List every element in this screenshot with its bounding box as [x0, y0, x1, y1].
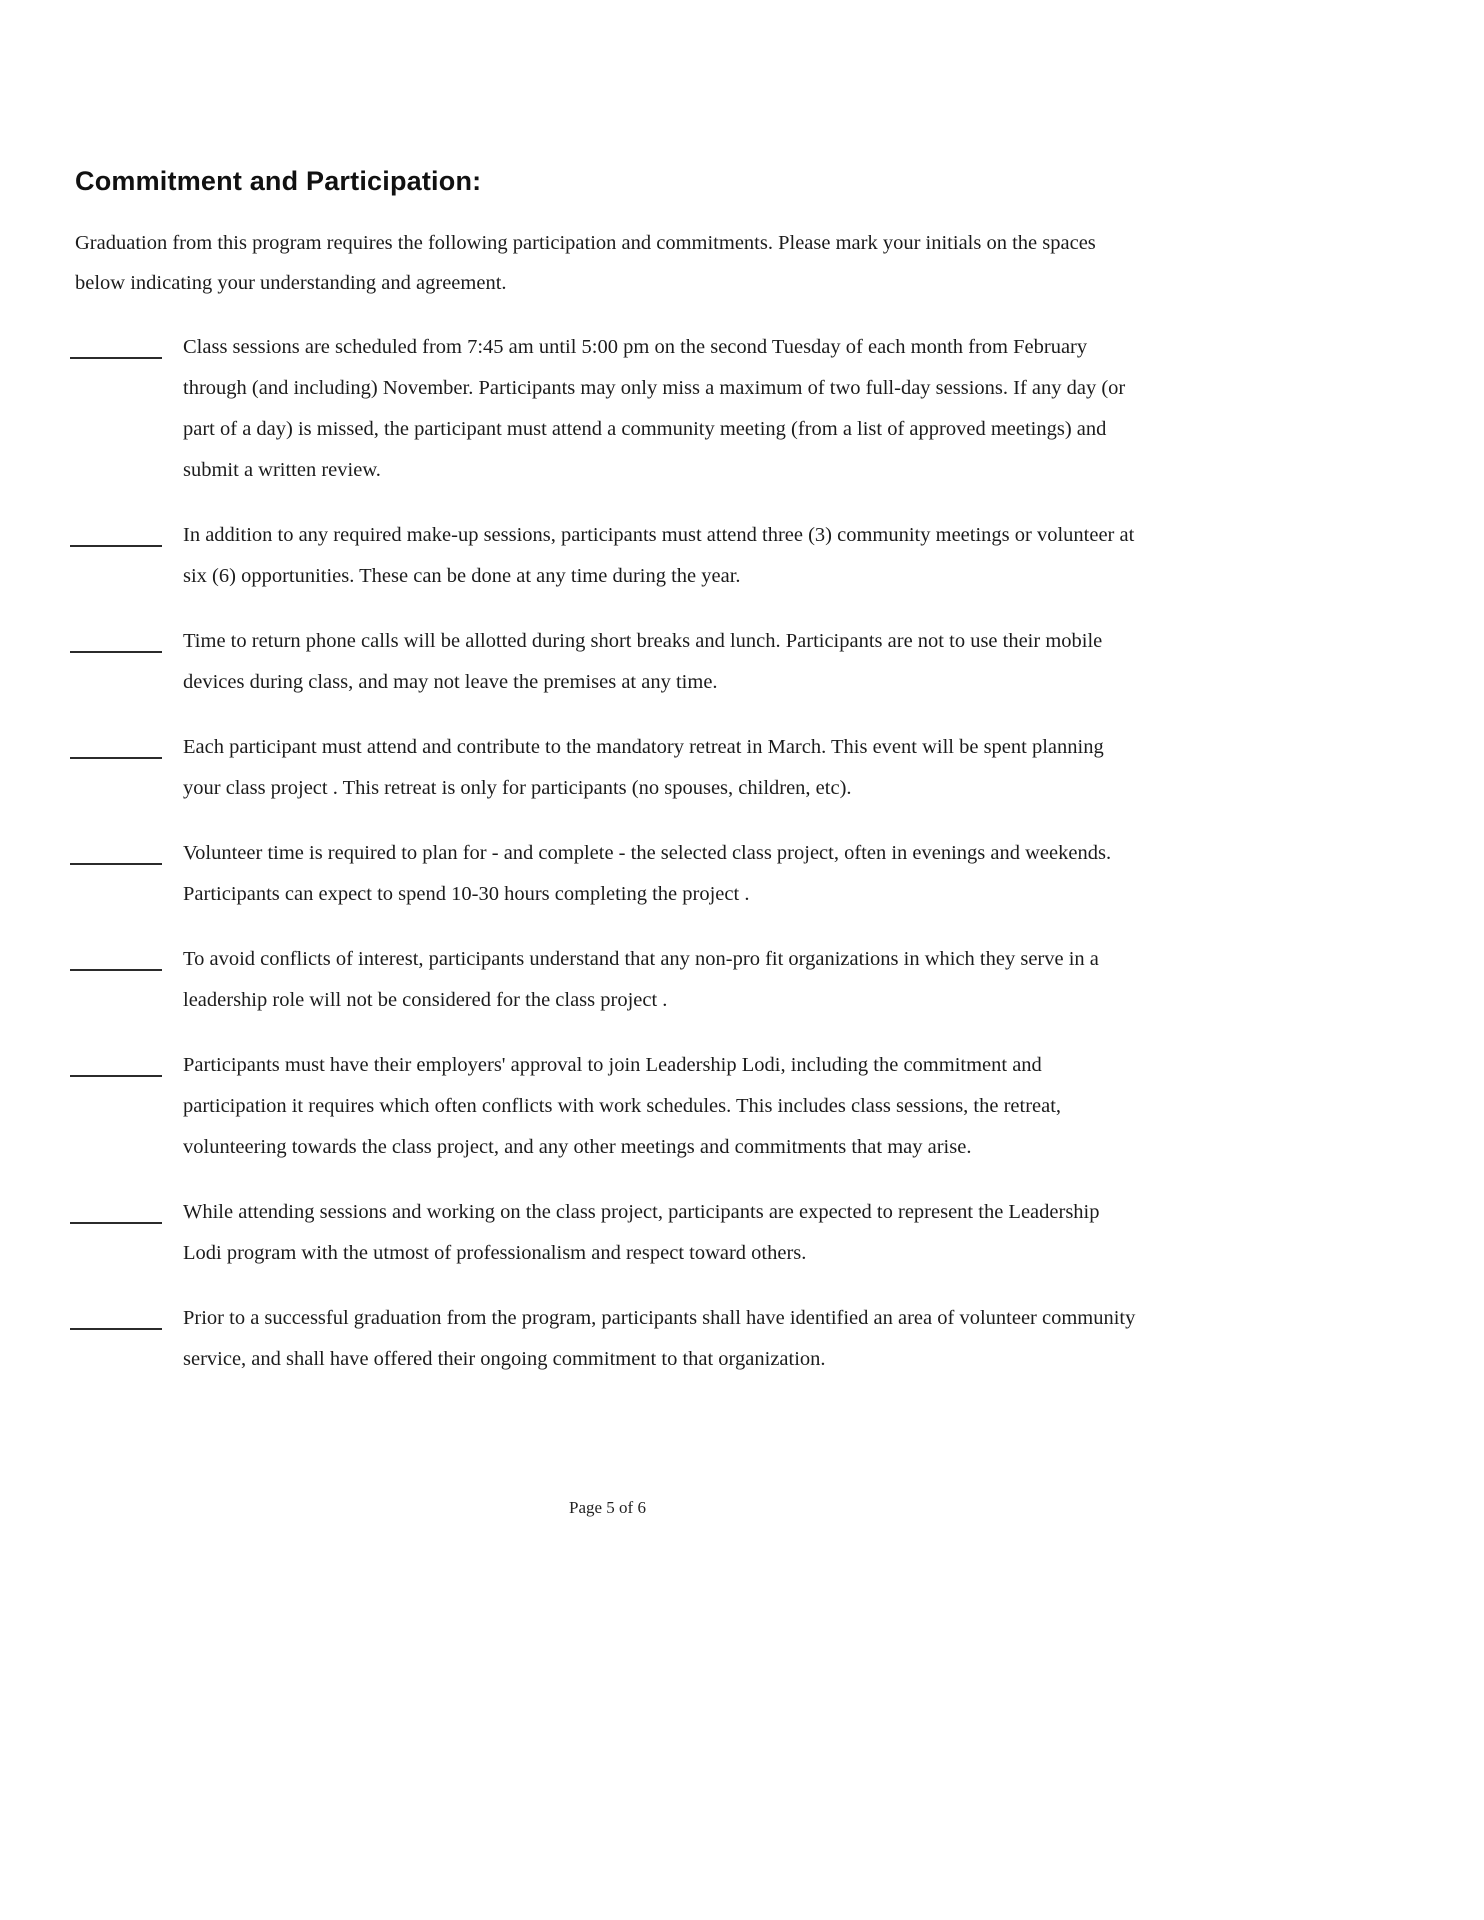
- page-title: Commitment and Participation:: [75, 166, 482, 196]
- intro-paragraph: Graduation from this program requires the following participation and commitments. Please mark your initials on the spaces below indicating your understanding and agreement.: [75, 232, 1096, 294]
- commitment-item: [75, 621, 1140, 703]
- commitment-item: [75, 1298, 1140, 1380]
- initials-blank-line: [70, 863, 162, 865]
- initials-blank-line: [70, 969, 162, 971]
- initials-blank-line: [70, 1328, 162, 1330]
- initials-blank-line: [70, 757, 162, 759]
- commitment-text: Time to return phone calls will be allotted during short breaks and lunch. Participants are not to use their mobile devices during class, and may not leave the premises at any time.: [183, 630, 1103, 693]
- commitment-item: [75, 833, 1140, 915]
- commitment-item: [75, 939, 1140, 1021]
- commitment-item: [75, 727, 1140, 809]
- initials-blank-line: [70, 545, 162, 547]
- commitment-item: [75, 1045, 1140, 1168]
- initials-blank-line: [70, 357, 162, 359]
- commitment-item: [75, 1192, 1140, 1274]
- initials-blank-line: [70, 651, 162, 653]
- commitment-item: [75, 515, 1140, 597]
- page-number: Page 5 of 6: [569, 1498, 646, 1517]
- initials-blank-line: [70, 1075, 162, 1077]
- commitment-text: In addition to any required make-up sessions, participants must attend three (3) community meetings or volunteer at six (6) opportunities. These can be done at any time during the year.: [183, 524, 1135, 587]
- commitment-list: [75, 327, 1140, 1380]
- commitment-text: Class sessions are scheduled from 7:45 am until 5:00 pm on the second Tuesday of each month from February through (and including) November. Participants may only miss a maximum of two full-day sessions. If any day (or part of a day) is missed, the participant must attend a community meeting (from a list of approved meetings) and submit a written review.: [183, 336, 1126, 481]
- commitment-text: Volunteer time is required to plan for - and complete - the selected class project, often in evenings and weekends. Participants can expect to spend 10-30 hours completing the project .: [183, 842, 1112, 905]
- commitment-item: [75, 327, 1140, 491]
- commitment-text: Participants must have their employers' approval to join Leadership Lodi, including the commitment and participation it requires which often conflicts with work schedules. This includes class sessions, the retreat, volunteering towards the class project, and any other meetings and commitments that may arise.: [183, 1054, 1062, 1158]
- initials-blank-line: [70, 1222, 162, 1224]
- commitment-text: Each participant must attend and contribute to the mandatory retreat in March. This event will be spent planning your class project . This retreat is only for participants (no spouses, children, etc).: [183, 736, 1104, 799]
- commitment-text: Prior to a successful graduation from the program, participants shall have identified an area of volunteer community service, and shall have offered their ongoing commitment to that organization.: [183, 1307, 1136, 1370]
- commitment-text: To avoid conflicts of interest, participants understand that any non-pro fit organizations in which they serve in a leadership role will not be considered for the class project .: [183, 948, 1099, 1011]
- commitment-text: While attending sessions and working on the class project, participants are expected to represent the Leadership Lodi program with the utmost of professionalism and respect toward others.: [183, 1201, 1100, 1264]
